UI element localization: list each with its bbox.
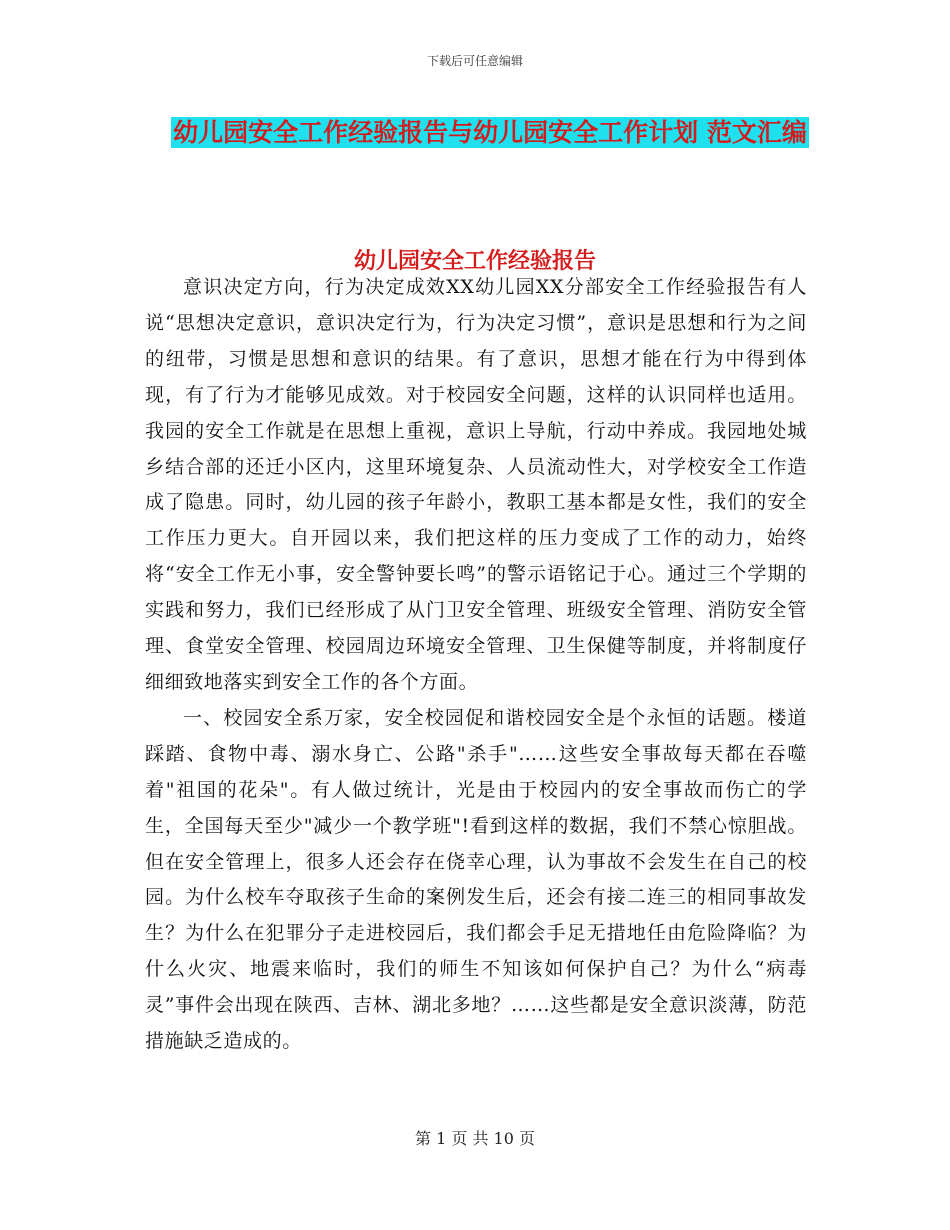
page-header-note: 下载后可任意编辑 <box>426 54 523 68</box>
body-paragraph: 一、校园安全系万家，安全校园促和谐校园安全是个永恒的话题。楼道踩踏、食物中毒、溺水身亡、公路"杀手"……这些安全事故每天都在吞噬着"祖国的花朵"。有人做过统计，光是由于校园内的安全事故而伤亡的学生，全国每天至少"减少一个教学班"!看到这样的数据，我们不禁心惊胆战。但在安全管理上，很多人还会存在侥幸心理，认为事故不会发生在自己的校园。为什么校车夺取孩子生命的案例发生后，还会有接二连三的相同事故发生？为什么在犯罪分子走进校园后，我们都会手足无措地任由危险降临？为什么火灾、地震来临时，我们的师生不知该如何保护自己？为什么“病毒灵”事件会出现在陕西、吉林、湖北多地？……这些都是安全意识淡薄，防范措施缺乏造成的。 <box>145 706 807 1053</box>
body-paragraph: 意识决定方向，行为决定成效XX幼儿园XX分部安全工作经验报告有人说“思想决定意识，意识决定行为，行为决定习惯”，意识是思想和行为之间的纽带，习惯是思想和意识的结果。有了意识，思想才能在行为中得到体现，有了行为才能够见成效。对于校园安全问题，这样的认识同样也适用。我园的安全工作就是在思想上重视，意识上导航，行动中养成。我园地处城乡结合部的还迁小区内，这里环境复杂、人员流动性大，对学校安全工作造成了隐患。同时，幼儿园的孩子年龄小，教职工基本都是女性，我们的安全工作压力更大。自开园以来，我们把这样的压力变成了工作的动力，始终将“安全工作无小事，安全警钟要长鸣”的警示语铭记于心。通过三个学期的实践和努力，我们已经形成了从门卫安全管理、班级安全管理、消防安全管理、食堂安全管理、校园周边环境安全管理、卫生保健等制度，并将制度仔细细致地落实到安全工作的各个方面。 <box>145 276 807 693</box>
page-number-footer: 第 1 页 共 10 页 <box>415 1129 535 1148</box>
document-title-highlight: 幼儿园安全工作经验报告与幼儿园安全工作计划 范文汇编 <box>173 118 807 147</box>
document-body <box>145 270 807 1060</box>
section-title: 幼儿园安全工作经验报告 <box>353 248 596 274</box>
document-title <box>140 112 840 154</box>
